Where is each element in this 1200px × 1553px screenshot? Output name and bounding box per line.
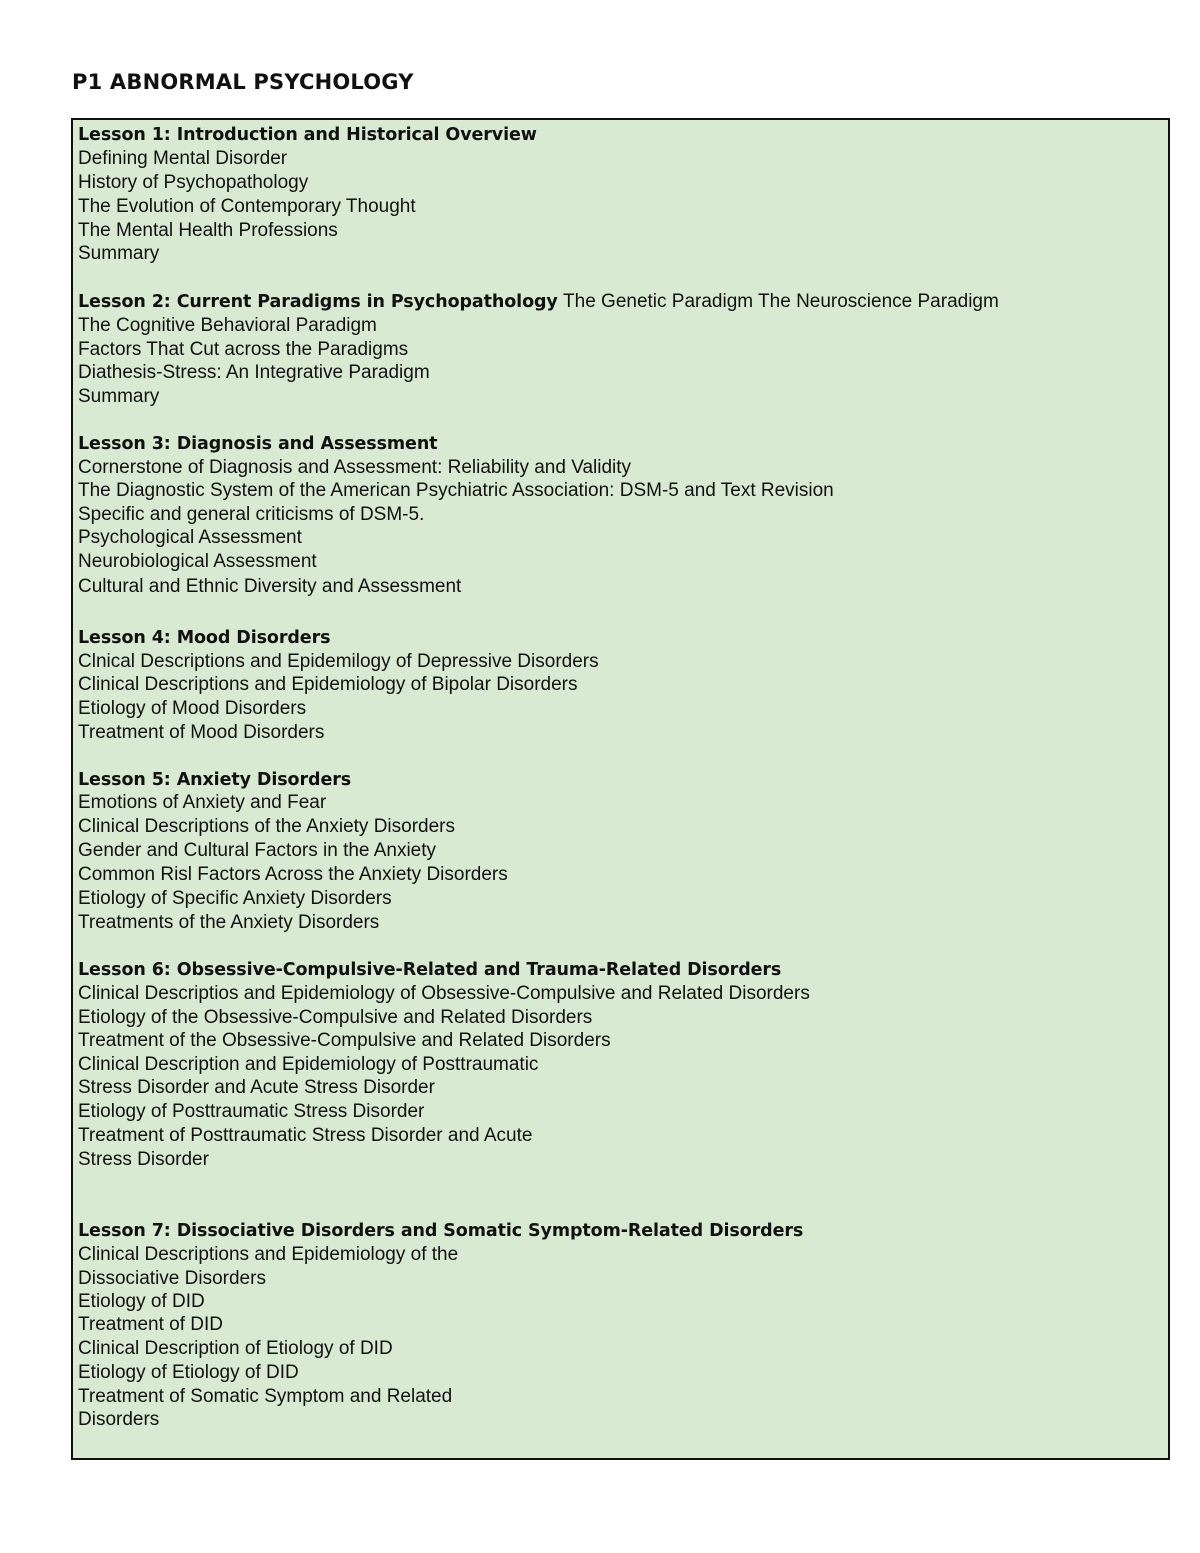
- lesson-3-heading: Lesson 3: Diagnosis and Assessment: [78, 434, 438, 454]
- lesson-7-topic: Treatment of DID: [78, 1314, 224, 1335]
- lesson-4-topic: Clinical Descriptions and Epidemiology of Bipolar Disorders: [78, 674, 578, 695]
- page-title: P1 ABNORMAL PSYCHOLOGY: [72, 70, 414, 94]
- lesson-2-heading: Lesson 2: Current Paradigms in Psychopathology: [78, 292, 558, 312]
- lesson-3-topic: Specific and general criticisms of DSM-5.: [78, 504, 425, 525]
- lesson-6-topic: Etiology of the Obsessive-Compulsive and Related Disorders: [78, 1007, 593, 1028]
- lesson-3-topic: The Diagnostic System of the American Psychiatric Association: DSM-5 and Text Revision: [78, 480, 834, 501]
- lesson-7-topic: Treatment of Somatic Symptom and Related: [78, 1386, 453, 1407]
- lesson-6-topic: Clinical Description and Epidemiology of Posttraumatic: [78, 1054, 539, 1075]
- lesson-6-heading: Lesson 6: Obsessive-Compulsive-Related and Trauma-Related Disorders: [78, 960, 782, 980]
- lesson-4-topic: Treatment of Mood Disorders: [78, 722, 325, 743]
- lesson-1-heading: Lesson 1: Introduction and Historical Overview: [78, 125, 537, 145]
- lesson-7-topic: Dissociative Disorders: [78, 1268, 266, 1289]
- lesson-7-topic: Etiology of DID: [78, 1291, 205, 1312]
- lesson-6-topic: Clinical Descriptios and Epidemiology of Obsessive-Compulsive and Related Disorders: [78, 983, 810, 1004]
- lesson-4-heading: Lesson 4: Mood Disorders: [78, 628, 331, 648]
- lesson-6-topic: Stress Disorder and Acute Stress Disorder: [78, 1077, 435, 1098]
- lesson-6-topic: Treatment of Posttraumatic Stress Disorder and Acute: [78, 1125, 533, 1146]
- lesson-5-topic: Emotions of Anxiety and Fear: [78, 792, 327, 813]
- lesson-1-topic: History of Psychopathology: [78, 172, 309, 193]
- lesson-5-topic: Gender and Cultural Factors in the Anxiety: [78, 840, 437, 861]
- lesson-2-inline-topics: The Genetic Paradigm The Neuroscience Paradigm: [563, 291, 999, 312]
- lesson-1-topic: The Evolution of Contemporary Thought: [78, 196, 416, 217]
- lesson-5-topic: Treatments of the Anxiety Disorders: [78, 912, 380, 933]
- lesson-3-topic: Psychological Assessment: [78, 527, 302, 548]
- lesson-3-topic: Cornerstone of Diagnosis and Assessment: Reliability and Validity: [78, 457, 632, 478]
- lesson-5-topic: Common Risl Factors Across the Anxiety Disorders: [78, 864, 508, 885]
- lesson-4-topic: Etiology of Mood Disorders: [78, 698, 307, 719]
- lesson-5-topic: Clinical Descriptions of the Anxiety Disorders: [78, 816, 455, 837]
- lesson-3-topic: Neurobiological Assessment: [78, 551, 317, 572]
- lesson-7-heading: Lesson 7: Dissociative Disorders and Somatic Symptom-Related Disorders: [78, 1221, 804, 1241]
- lesson-6-topic: Treatment of the Obsessive-Compulsive and Related Disorders: [78, 1030, 611, 1051]
- lesson-5-heading: Lesson 5: Anxiety Disorders: [78, 770, 352, 790]
- lesson-6-topic: Stress Disorder: [78, 1149, 209, 1170]
- lesson-2-heading-line: [78, 290, 999, 314]
- lesson-outline-box: [71, 118, 1170, 1460]
- lesson-2-topic: The Cognitive Behavioral Paradigm: [78, 315, 377, 336]
- lesson-4-topic: Clnical Descriptions and Epidemilogy of Depressive Disorders: [78, 651, 599, 672]
- lesson-2-topic: Summary: [78, 386, 160, 407]
- lesson-2-topic: Diathesis-Stress: An Integrative Paradigm: [78, 362, 430, 383]
- lesson-5-topic: Etiology of Specific Anxiety Disorders: [78, 888, 392, 909]
- lesson-7-topic: Etiology of Etiology of DID: [78, 1362, 299, 1383]
- lesson-1-topic: Defining Mental Disorder: [78, 148, 288, 169]
- lesson-6-topic: Etiology of Posttraumatic Stress Disorder: [78, 1101, 425, 1122]
- lesson-7-topic: Disorders: [78, 1409, 160, 1430]
- lesson-7-topic: Clinical Description of Etiology of DID: [78, 1338, 393, 1359]
- lesson-1-topic: Summary: [78, 243, 160, 264]
- lesson-3-topic: Cultural and Ethnic Diversity and Assessment: [78, 576, 462, 597]
- lesson-1-topic: The Mental Health Professions: [78, 220, 338, 241]
- lesson-7-topic: Clinical Descriptions and Epidemiology of the: [78, 1244, 459, 1265]
- lesson-2-topic: Factors That Cut across the Paradigms: [78, 339, 409, 360]
